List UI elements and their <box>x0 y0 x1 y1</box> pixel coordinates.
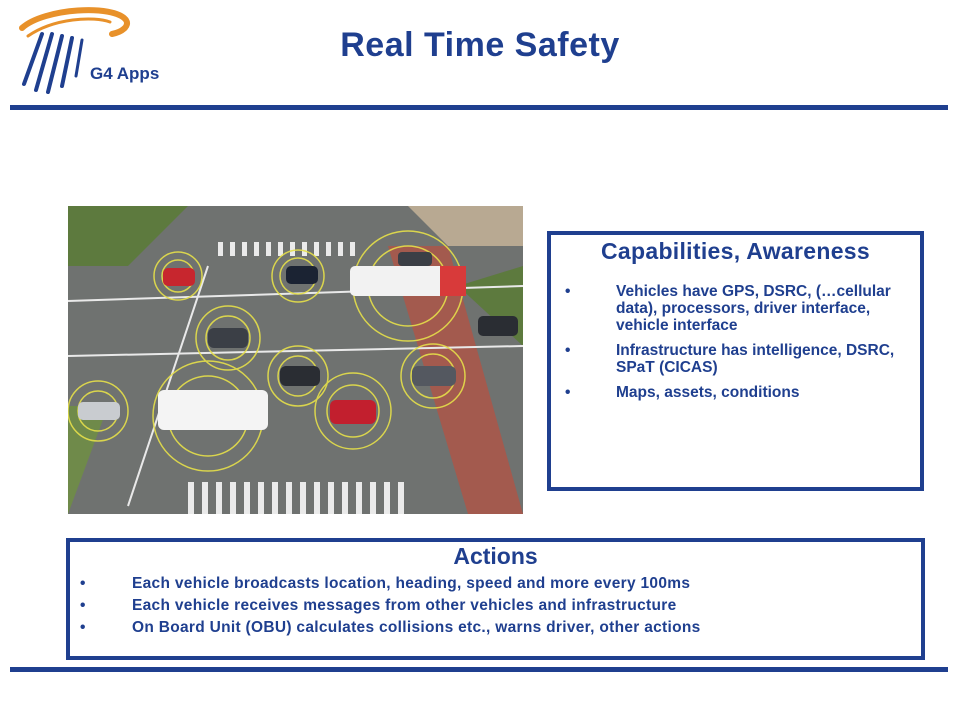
list-item <box>70 595 921 617</box>
bullet-icon: • <box>565 384 571 401</box>
capabilities-item-text: Vehicles have GPS, DSRC, (…cellular data), processors, driver interface, vehicle interface <box>616 283 891 334</box>
bullet-icon: • <box>80 619 86 636</box>
capabilities-item-text: Maps, assets, conditions <box>616 384 800 401</box>
bottom-divider <box>10 667 948 672</box>
page-title: Real Time Safety <box>340 26 620 64</box>
list-item <box>551 342 920 376</box>
capabilities-panel <box>547 231 924 491</box>
actions-title: Actions <box>453 543 538 569</box>
bullet-icon: • <box>80 597 86 614</box>
actions-item-text: Each vehicle broadcasts location, heading, speed and more every 100ms <box>132 575 691 592</box>
intersection-photo <box>68 206 523 514</box>
bullet-icon: • <box>565 283 571 300</box>
list-item <box>70 573 921 595</box>
top-divider <box>10 105 948 110</box>
capabilities-title: Capabilities, Awareness <box>601 238 870 264</box>
list-item <box>551 283 920 334</box>
capabilities-list <box>551 283 920 401</box>
list-item <box>70 617 921 639</box>
bullet-icon: • <box>565 342 571 359</box>
capabilities-item-text: Infrastructure has intelligence, DSRC, SPaT (CICAS) <box>616 342 895 376</box>
logo-text: G4 Apps <box>90 64 160 83</box>
actions-item-text: On Board Unit (OBU) calculates collisions etc., warns driver, other actions <box>132 619 701 636</box>
list-item <box>551 384 920 401</box>
actions-panel <box>66 538 925 660</box>
actions-item-text: Each vehicle receives messages from other vehicles and infrastructure <box>132 597 677 614</box>
bullet-icon: • <box>80 575 86 592</box>
actions-list <box>70 573 921 639</box>
